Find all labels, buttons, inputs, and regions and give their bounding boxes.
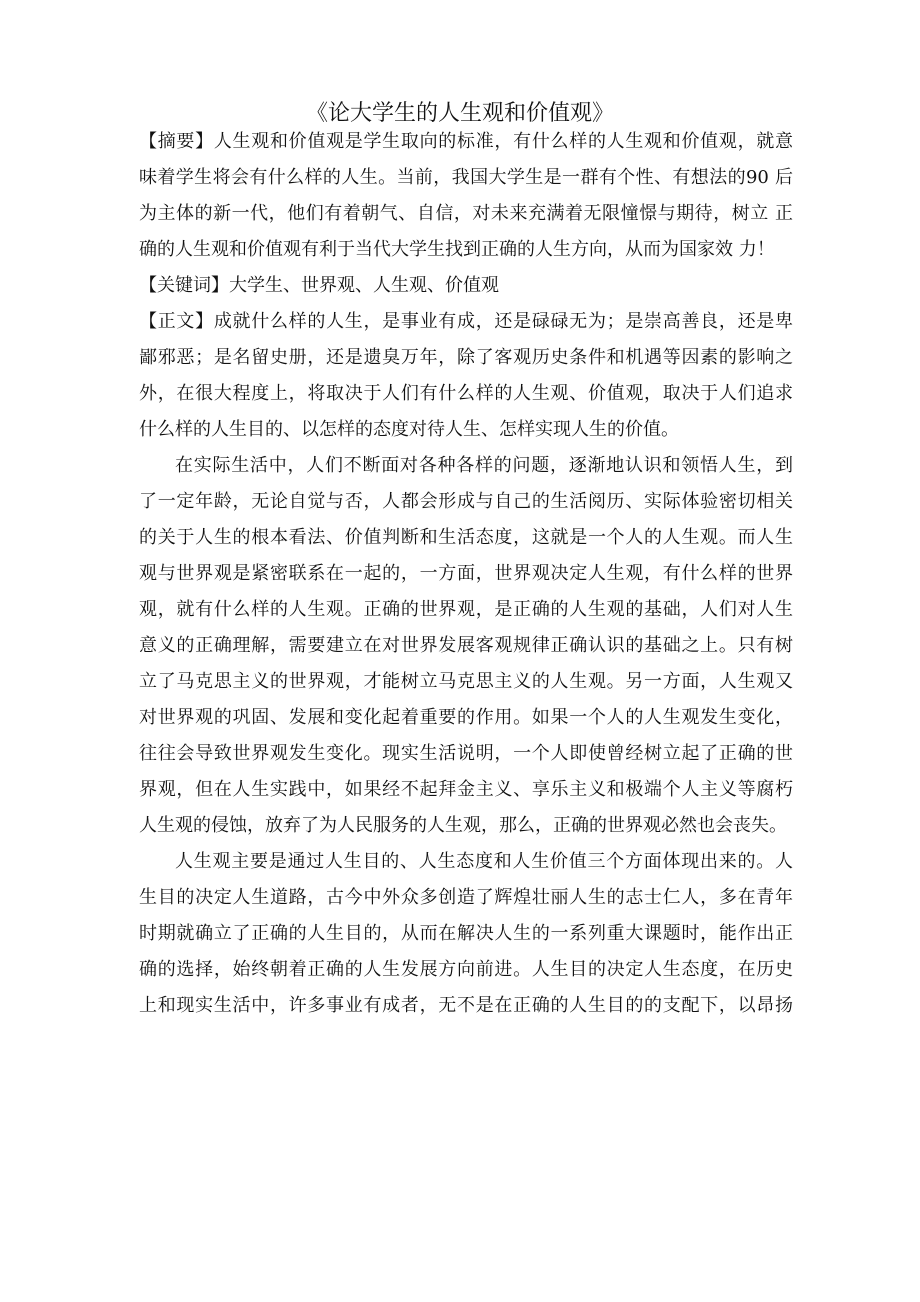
paragraph-line: 人生观主要是通过人生目的、人生态度和人生价值三个方面体现出来的。人 [175,851,793,872]
paragraph-line: 确的选择，始终朝着正确的人生发展方向前进。人生目的决定人生态度，在历史 [139,959,793,980]
paragraph-line: 立了马克思主义的世界观，才能树立马克思主义的人生观。另一方面，人生观又 [139,671,793,692]
abstract-line: 为主体的新一代，他们有着朝气、自信，对未来充满着无限憧憬与期待，树立 正 [139,203,793,224]
abstract-line [139,124,793,160]
keywords-section [139,268,793,304]
paragraph-line [139,304,793,340]
main-paragraph-2 [139,448,793,844]
keywords-text: 大学生、世界观、人生观、价值观 [229,275,499,296]
abstract-label: 【摘要】 [139,131,214,152]
paragraph-line: 往往会导致世界观发生变化。现实生活说明，一个人即使曾经树立起了正确的世 [139,743,793,764]
document-title: 《论大学生的人生观和价值观》 [305,101,614,126]
paragraph-line: 生目的决定人生道路，古今中外众多创造了辉煌壮丽人生的志士仁人，多在青年 [139,887,793,908]
main-paragraph-3 [139,844,793,1024]
main-label: 【正文】 [139,311,214,332]
abstract-line: 味着学生将会有什么样的人生。当前，我国大学生是一群有个性、有想法的90 后 [139,167,793,188]
abstract-line: 确的人生观和价值观有利于当代大学生找到正确的人生方向，从而为国家效 力！ [139,239,775,260]
paragraph-line: 对世界观的巩固、发展和变化起着重要的作用。如果一个人的人生观发生变化， [139,707,793,728]
paragraph-line: 了一定年龄，无论自觉与否，人都会形成与自己的生活阅历、实际体验密切相关 [139,491,793,512]
paragraph-line: 什么样的人生目的、以怎样的态度对待人生、怎样实现人生的价值。 [139,419,679,440]
paragraph-line: 时期就确立了正确的人生目的，从而在解决人生的一系列重大课题时，能作出正 [139,923,793,944]
paragraph-line: 外，在很大程度上，将取决于人们有什么样的人生观、价值观，取决于人们追求 [139,383,793,404]
paragraph-line: 意义的正确理解，需要建立在对世界发展客观规律正确认识的基础之上。只有树 [139,635,793,656]
paragraph-line: 上和现实生活中，许多事业有成者，无不是在正确的人生目的的支配下，以昂扬 [139,995,793,1016]
paragraph-line: 观与世界观是紧密联系在一起的，一方面，世界观决定人生观，有什么样的世界 [139,563,793,584]
paragraph-line: 人生观的侵蚀，放弃了为人民服务的人生观，那么，正确的世界观必然也会丧失。 [139,815,787,836]
paragraph-text: 成就什么样的人生，是事业有成，还是碌碌无为；是崇高善良，还是卑 [213,311,793,332]
keywords-label: 【关键词】 [139,275,229,296]
document-body [139,124,793,1024]
paragraph-line: 鄙邪恶；是名留史册，还是遗臭万年，除了客观历史条件和机遇等因素的影响之 [139,347,793,368]
abstract-text: 人生观和价值观是学生取向的标准，有什么样的人生观和价值观，就意 [213,131,793,152]
abstract-section [139,124,793,268]
paragraph-line: 在实际生活中，人们不断面对各种各样的问题，逐渐地认识和领悟人生，到 [175,455,793,476]
keywords-line [139,268,793,304]
paragraph-line: 界观，但在人生实践中，如果经不起拜金主义、享乐主义和极端个人主义等腐朽 [139,779,793,800]
main-paragraph-1 [139,304,793,448]
paragraph-line: 的关于人生的根本看法、价值判断和生活态度，这就是一个人的人生观。而人生 [139,527,793,548]
paragraph-line: 观，就有什么样的人生观。正确的世界观，是正确的人生观的基础，人们对人生 [139,599,793,620]
